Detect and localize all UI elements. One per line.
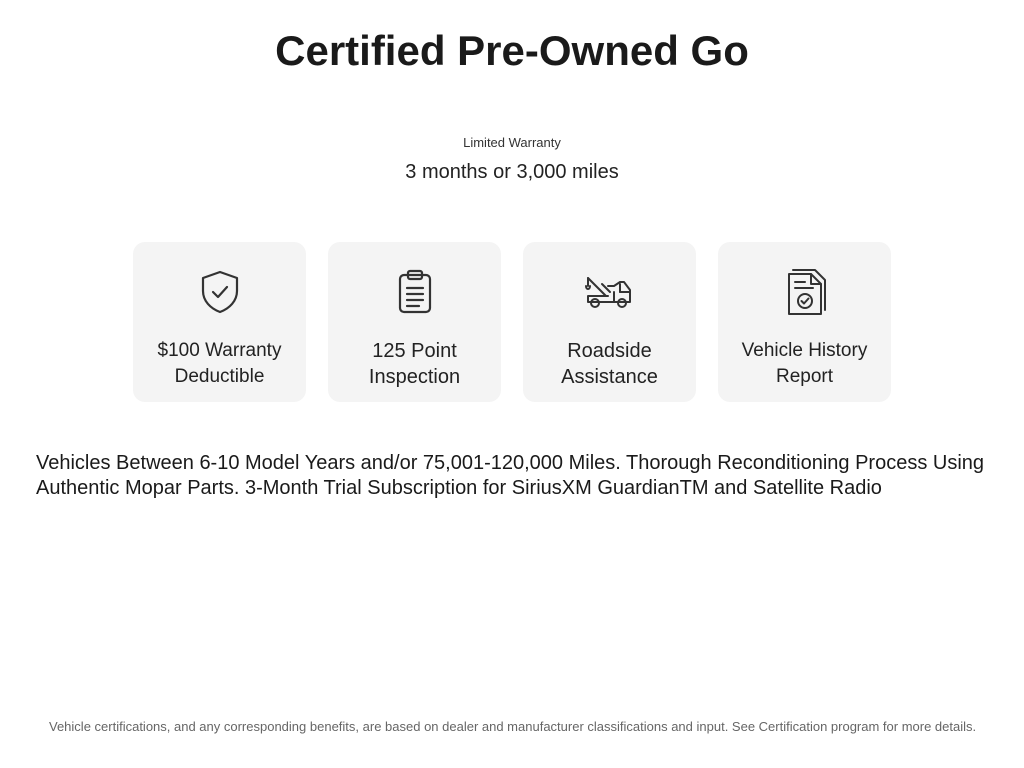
page-title: Certified Pre-Owned Go (275, 27, 749, 74)
feature-label: $100 Warranty Deductible (157, 340, 282, 387)
history-report-icon (718, 266, 891, 318)
feature-card-warranty-deductible (133, 242, 306, 402)
warranty-summary (0, 134, 1024, 185)
shield-check-icon (133, 266, 306, 318)
tow-truck-icon (523, 266, 696, 318)
feature-card-history-report (718, 242, 891, 402)
certification-description: Vehicles Between 6-10 Model Years and/or 75,001-120,000 Miles. Thorough Reconditioning Process Using Authentic Mopar Parts. 3-Month Trial Subscription for SiriusXM GuardianTM and Satellite Radio (36, 452, 985, 499)
warranty-label: Limited Warranty (463, 135, 561, 150)
warranty-value: 3 months or 3,000 miles (405, 161, 619, 183)
feature-label: Roadside Assistance (561, 340, 658, 388)
disclaimer: Vehicle certifications, and any corresponding benefits, are based on dealer and manufacturer classifications and input. See Certification program for more details. (49, 719, 977, 734)
feature-label: 125 Point Inspection (368, 340, 461, 388)
clipboard-icon (328, 266, 501, 318)
feature-label: Vehicle History Report (741, 340, 868, 387)
feature-card-roadside (523, 242, 696, 402)
feature-cards (133, 242, 891, 402)
feature-card-inspection (328, 242, 501, 402)
